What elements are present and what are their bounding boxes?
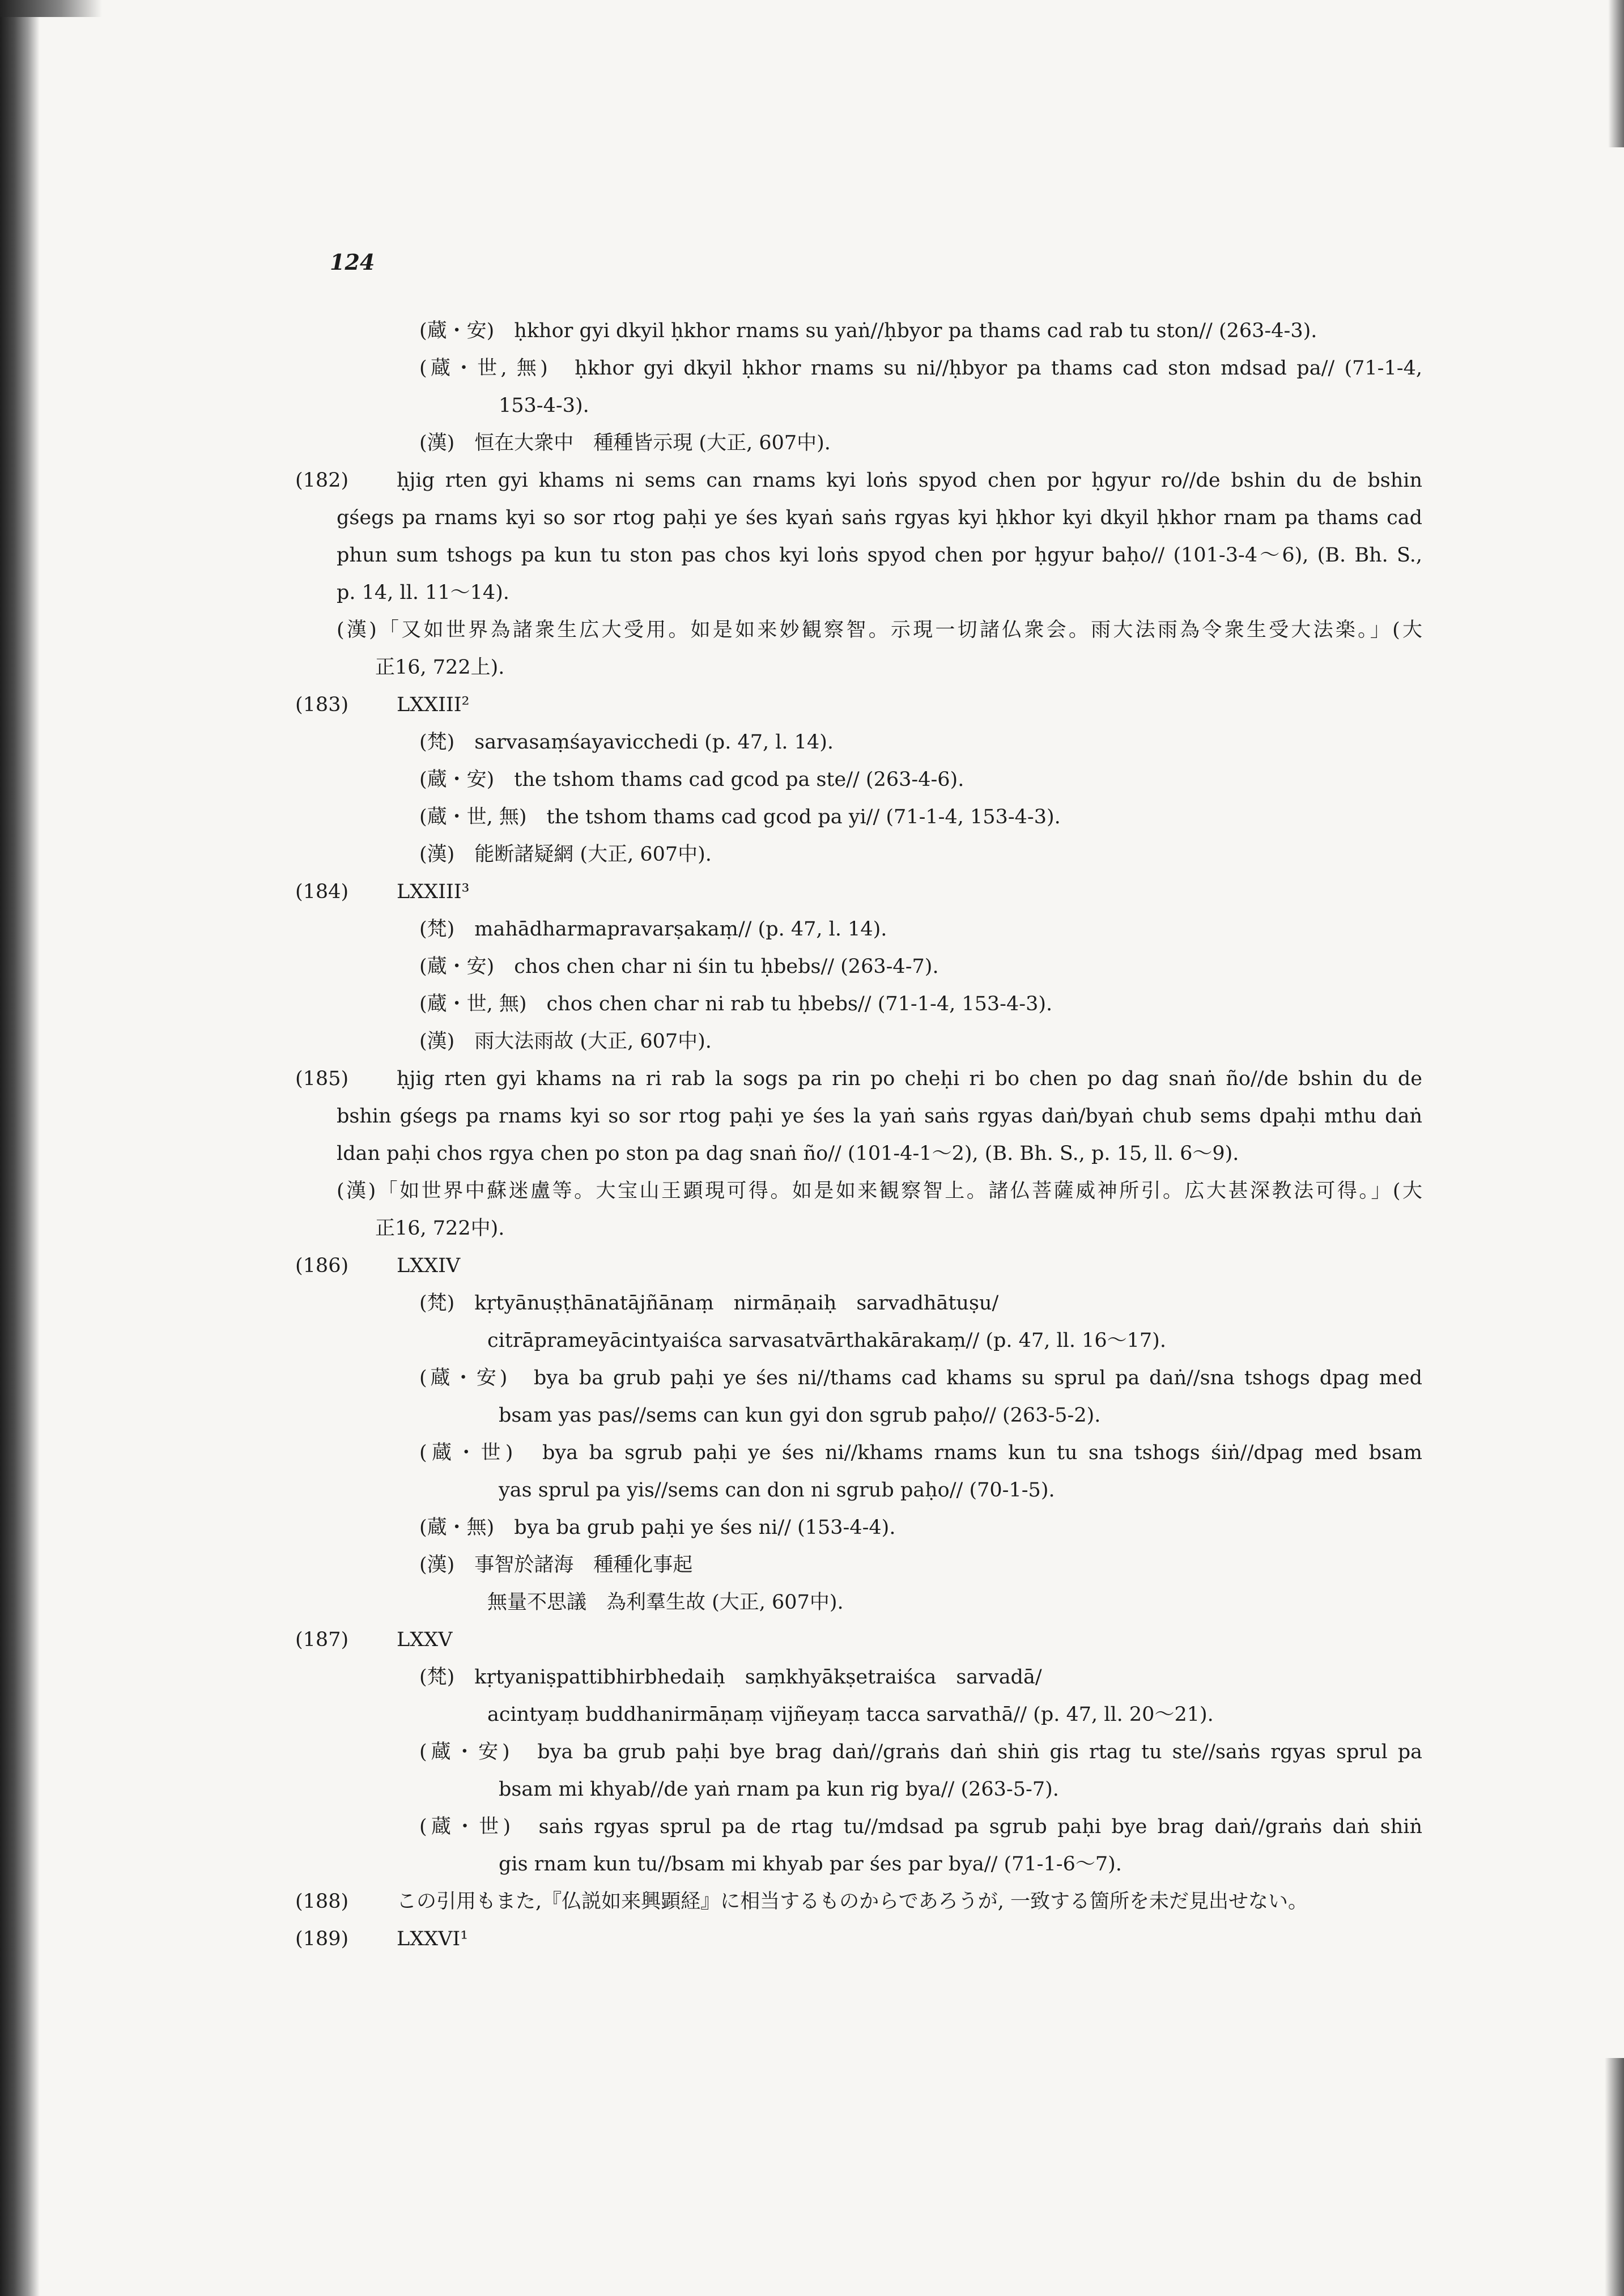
text-line: gśegs pa rnams kyi so sor rtog paḥi ye śes kyaṅ saṅs rgyas kyi ḥkhor kyi dkyil ḥkhor rnam pa thams cad (337, 507, 1422, 529)
text-line: (蔵・世) saṅs rgyas sprul pa de rtag tu//mdsad pa sgrub paḥi bye brag daṅ//graṅs daṅ shiṅ (419, 1815, 1422, 1838)
text-line: 正16, 722上). (375, 656, 505, 679)
text-line: ḥjig rten gyi khams ni sems can rnams kyi loṅs spyod chen por ḥgyur ro//de bshin du de bshin (397, 469, 1422, 492)
text-line: 無量不思議 為利羣生故 (大正, 607中). (487, 1591, 844, 1614)
text-line: (蔵・世, 無) ḥkhor gyi dkyil ḥkhor rnams su ni//ḥbyor pa thams cad ston mdsad pa// (71-1-4, (419, 357, 1422, 380)
text-line: LXXVI¹ (397, 1928, 469, 1950)
text-line: yas sprul pa yis//sems can don ni sgrub paḥo// (70-1-5). (499, 1479, 1055, 1502)
page-number: 124 (330, 249, 375, 275)
text-line: (漢) 恒在大衆中 種種皆示現 (大正, 607中). (419, 432, 831, 454)
text-line: (梵) kṛtyaniṣpattibhirbhedaiḥ saṃkhyākṣetraiśca sarvadā/ (419, 1666, 1042, 1689)
text-line: phun sum tshogs pa kun tu ston pas chos kyi loṅs spyod chen por ḥgyur baḥo// (101-3-4〜6), (B. Bh. S., (337, 544, 1422, 567)
page-edge-shadow-bottom (1605, 2058, 1624, 2296)
text-line: ldan paḥi chos rgya chen po ston pa dag snaṅ ño// (101-4-1〜2), (B. Bh. S., p. 15, ll. 6〜9). (337, 1142, 1239, 1165)
text-line: (蔵・世, 無) the tshom thams cad gcod pa yi// (71-1-4, 153-4-3). (419, 806, 1061, 828)
text-line: bshin gśegs pa rnams kyi so sor rtog paḥi ye śes la yaṅ saṅs rgyas daṅ/byaṅ chub sems dpaḥi mthu daṅ (337, 1105, 1422, 1128)
note-number: (186) (295, 1255, 349, 1277)
text-line: LXXV (397, 1629, 453, 1651)
text-line: (漢) 雨大法雨故 (大正, 607中). (419, 1030, 712, 1053)
text-line: (漢) 事智於諸海 種種化事起 (419, 1554, 693, 1576)
text-line: この引用もまた,『仏説如来興顕経』に相当するものからであろうが, 一致する箇所を未だ見出せない。 (397, 1890, 1308, 1913)
note-number: (189) (295, 1928, 349, 1950)
text-line: (漢) 能断諸疑網 (大正, 607中). (419, 843, 712, 866)
text-line: LXXIV (397, 1255, 461, 1277)
note-number: (183) (295, 694, 349, 716)
page-edge-shadow-top (1608, 0, 1624, 147)
text-line: gis rnam kun tu//bsam mi khyab par śes par bya// (71-1-6〜7). (499, 1853, 1122, 1876)
text-line: (漢)「又如世界為諸衆生広大受用。如是如来妙観察智。示現一切諸仏衆会。雨大法雨為令衆生受大法楽。」(大 (337, 619, 1423, 641)
text-line: (蔵・安) the tshom thams cad gcod pa ste// (263-4-6). (419, 768, 964, 791)
book-binding-shadow (0, 0, 40, 2296)
text-line: (梵) kṛtyānuṣṭhānatājñānaṃ nirmāṇaiḥ sarvadhātuṣu/ (419, 1292, 999, 1315)
text-line: citrāprameyācintyaiśca sarvasatvārthakārakaṃ// (p. 47, ll. 16〜17). (487, 1329, 1166, 1352)
text-line: (蔵・安) chos chen char ni śin tu ḥbebs// (263-4-7). (419, 955, 939, 978)
text-line: 153-4-3). (499, 394, 589, 417)
text-line: (蔵・安) bya ba grub paḥi ye śes ni//thams cad khams su sprul pa daṅ//sna tshogs dpag med (419, 1367, 1422, 1389)
text-line: (蔵・世) bya ba sgrub paḥi ye śes ni//khams rnams kun tu sna tshogs śiṅ//dpag med bsam (419, 1442, 1422, 1464)
text-line: (蔵・安) bya ba grub paḥi bye brag daṅ//graṅs daṅ shiṅ gis rtag tu ste//saṅs rgyas sprul pa (419, 1741, 1422, 1763)
text-line: (漢)「如世界中蘇迷盧等。大宝山王顕現可得。如是如来観察智上。諸仏菩薩威神所引。広大甚深教法可得。」(大 (337, 1180, 1422, 1202)
note-number: (187) (295, 1629, 349, 1651)
text-line: bsam yas pas//sems can kun gyi don sgrub paḥo// (263-5-2). (499, 1404, 1101, 1427)
text-line: LXXIII³ (397, 881, 470, 903)
text-line: (蔵・無) bya ba grub paḥi ye śes ni// (153-4-4). (419, 1516, 896, 1539)
note-number: (182) (295, 469, 349, 492)
note-number: (188) (295, 1890, 349, 1913)
text-line: p. 14, ll. 11〜14). (337, 581, 509, 604)
text-line: (梵) mahādharmapravarṣakaṃ// (p. 47, l. 14). (419, 918, 887, 941)
text-line: (蔵・世, 無) chos chen char ni rab tu ḥbebs// (71-1-4, 153-4-3). (419, 993, 1053, 1015)
text-line: ḥjig rten gyi khams na ri rab la sogs pa rin po cheḥi ri bo chen po dag snaṅ ño//de bshin du de (397, 1068, 1422, 1090)
binding-top-shadow (0, 0, 102, 17)
text-line: LXXIII² (397, 694, 470, 716)
text-line: (蔵・安) ḥkhor gyi dkyil ḥkhor rnams su yaṅ//ḥbyor pa thams cad rab tu ston// (263-4-3). (419, 320, 1317, 342)
text-line: 正16, 722中). (375, 1217, 505, 1240)
text-line: (梵) sarvasaṃśayavicchedi (p. 47, l. 14). (419, 731, 834, 754)
note-number: (185) (295, 1068, 349, 1090)
text-line: bsam mi khyab//de yaṅ rnam pa kun rig bya// (263-5-7). (499, 1778, 1059, 1801)
text-line: acintyaṃ buddhanirmāṇaṃ vijñeyaṃ tacca sarvathā// (p. 47, ll. 20〜21). (487, 1703, 1214, 1726)
note-number: (184) (295, 881, 349, 903)
